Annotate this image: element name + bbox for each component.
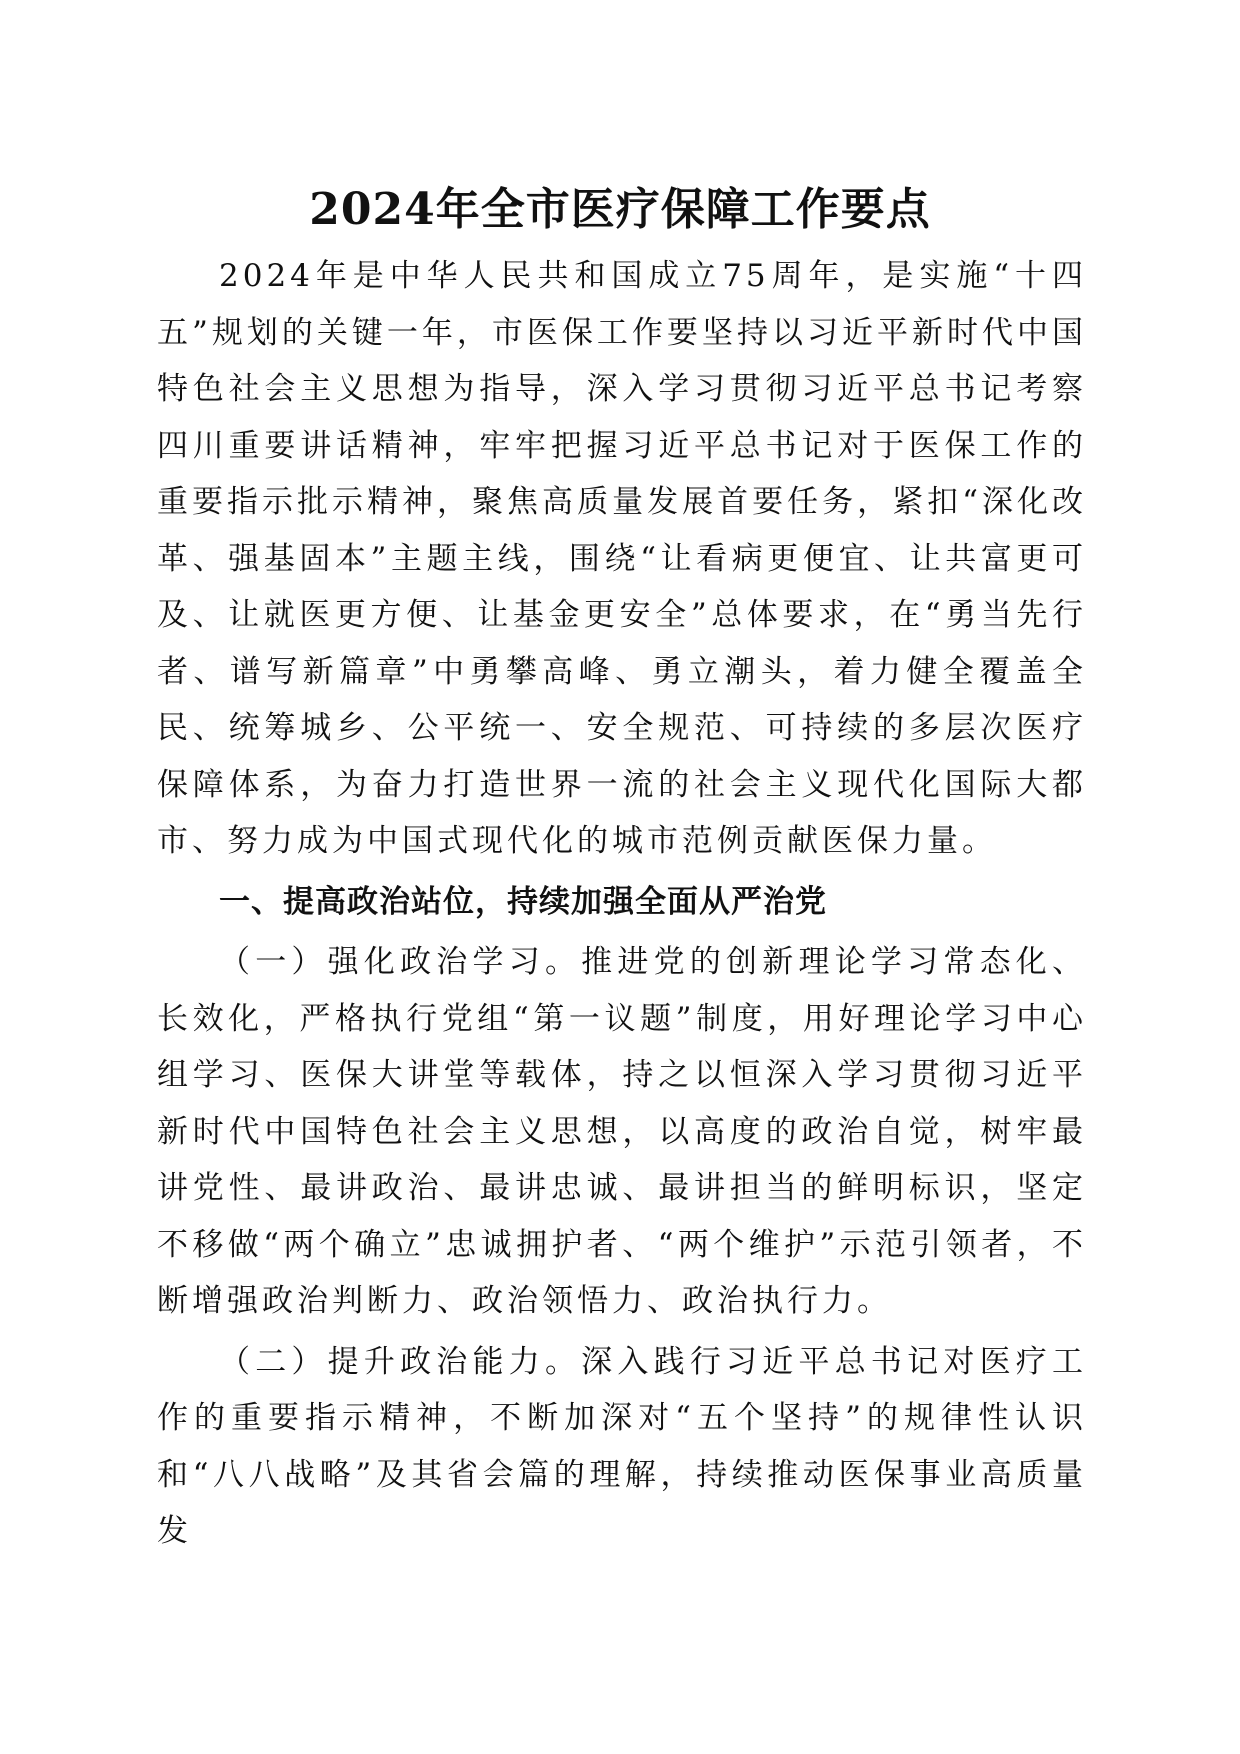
document-body [157,248,1087,1560]
document-title: 2024年全市医疗保障工作要点 [309,184,931,235]
paragraph-political-study: （一）强化政治学习。推进党的创新理论学习常态化、长效化，严格执行党组“第一议题”制度，用好理论学习中心组学习、医保大讲堂等载体，持之以恒深入学习贯彻习近平新时代中国特色社会主义思想，以高度的政治自觉，树牢最讲党性、最讲政治、最讲忠诚、最讲担当的鲜明标识，坚定不移做“两个确立”忠诚拥护者、“两个维护”示范引领者，不断增强政治判断力、政治领悟力、政治执行力。 [157,944,1087,1319]
paragraph-political-ability: （二）提升政治能力。深入践行习近平总书记对医疗工作的重要指示精神，不断加深对“五个坚持”的规律性认识和“八八战略”及其省会篇的理解，持续推动医保事业高质量发 [157,1343,1087,1549]
intro-paragraph: 2024年是中华人民共和国成立75周年，是实施“十四五”规划的关键一年，市医保工作要坚持以习近平新时代中国特色社会主义思想为指导，深入学习贯彻习近平总书记考察四川重要讲话精神，牢牢把握习近平总书记对于医保工作的重要指示批示精神，聚焦高质量发展首要任务，紧扣“深化改革、强基固本”主题主线，围绕“让看病更便宜、让共富更可及、让就医更方便、让基金更安全”总体要求，在“勇当先行者、谱写新篇章”中勇攀高峰、勇立潮头，着力健全覆盖全民、统筹城乡、公平统一、安全规范、可持续的多层次医疗保障体系，为奋力打造世界一流的社会主义现代化国际大都市、努力成为中国式现代化的城市范例贡献医保力量。 [157,258,1087,859]
section-heading-1: 一、提高政治站位，持续加强全面从严治党 [219,883,827,920]
